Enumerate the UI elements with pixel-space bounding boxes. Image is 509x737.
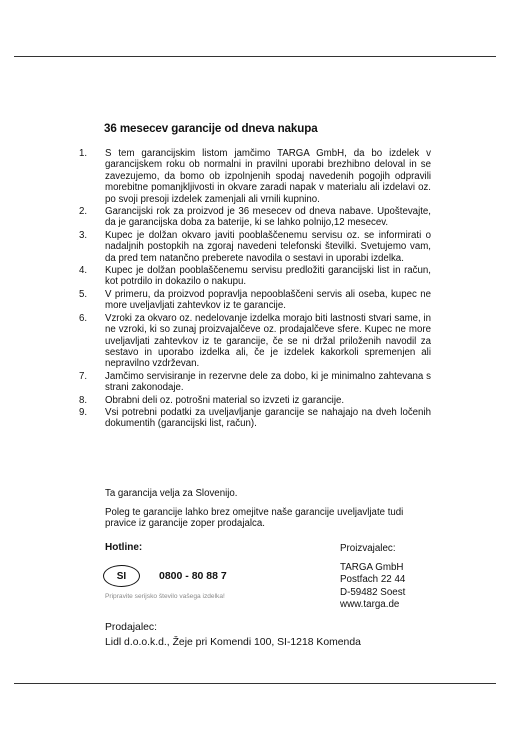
hotline-label: Hotline: xyxy=(105,542,143,553)
manufacturer-name: TARGA GmbH xyxy=(340,562,404,574)
list-item xyxy=(75,395,431,406)
manufacturer-block xyxy=(340,543,405,611)
item-number: 1. xyxy=(79,148,88,159)
list-item xyxy=(75,313,431,370)
item-text: Garancijski rok za proizvod je 36 mesecev od dneva nabave. Upoštevajte, da je garancijska doba za baterije, ki se lahko polnijo,12 mesecev. xyxy=(105,206,431,229)
item-text: S tem garancijskim listom jamčimo TARGA GmbH, da bo izdelek v garancijskem roku ob normalni in pravilni uporabi brezhibno deloval in se zavezujemo, da bomo ob izpolnjenih spodaj navedenih pogojih odpravili morebitne pomanjkljivosti in okvare zaradi napak v materialu ali izdelavi oz. po svoji presoji izdelek zamenjali ali vrnili kupnino. xyxy=(105,148,431,205)
item-number: 3. xyxy=(79,229,88,241)
seller-label: Prodajalec: xyxy=(105,622,157,633)
list-item xyxy=(75,407,431,430)
item-text: Kupec je dolžan okvaro javiti pooblaščenemu servisu oz. se informirati o nadaljnih postopkih na zgoraj navedeni telefonski številki. Svetujemo vam, da pred tem natančno preberete navodila o sestavi in uporabi izdelka. xyxy=(105,229,431,264)
list-item xyxy=(75,371,431,394)
item-text: Vsi potrebni podatki za uveljavljanje garancije se nahajajo na dveh ločenih dokumentih (garancijski list, račun). xyxy=(105,406,431,430)
item-text: Vzroki za okvaro oz. nedelovanje izdelka morajo biti lastnosti stvari same, in ne vzroki, ki so zunaj proizvajalčeve oz. prodajalčeve sfere. Kupec ne more uveljavljati zahtevkov iz te garancije, če se ni držal priloženih navodil za sestavo in uporabo izdelka ali, če je izdelek kakorkoli spremenjen ali nepravilno vzdrževan. xyxy=(105,312,431,370)
item-number: 2. xyxy=(79,206,88,218)
manufacturer-po-box: Postfach 22 44 xyxy=(340,574,406,586)
country-code-badge xyxy=(103,565,140,587)
seller-address: Lidl d.o.o.k.d., Žeje pri Komendi 100, SI-1218 Komenda xyxy=(105,637,361,648)
seller-rights-note: Poleg te garancije lahko brez omejitve naše garancije uveljavljate tudi pravice iz garancije zoper prodajalca. xyxy=(105,507,404,530)
manufacturer-city: D-59482 Soest xyxy=(340,586,406,598)
warranty-conditions-list xyxy=(75,148,431,431)
item-number: 7. xyxy=(79,370,88,382)
item-text: Kupec je dolžan pooblaščenemu servisu predložiti garancijski list in račun, kot potrdilo in dokazilo o nakupu. xyxy=(105,265,431,288)
item-number: 6. xyxy=(79,312,88,324)
list-item xyxy=(75,148,431,205)
item-number: 5. xyxy=(79,288,88,300)
seller-block xyxy=(105,620,361,650)
top-rule xyxy=(14,56,496,57)
item-text: Jamčimo servisiranje in rezervne dele za dobo, ki je minimalno zahtevana s strani zakonodaje. xyxy=(105,370,431,394)
item-text: V primeru, da proizvod popravlja nepooblaščeni servis ali oseba, kupec ne more uveljavljati zahtevkov iz te garancije. xyxy=(105,288,431,312)
list-item xyxy=(75,230,431,264)
country-code: SI xyxy=(116,570,127,582)
manufacturer-website: www.targa.de xyxy=(340,598,400,610)
list-item xyxy=(75,206,431,229)
hotline-phone-number: 0800 - 80 88 7 xyxy=(159,570,227,582)
list-item xyxy=(75,265,431,288)
bottom-rule xyxy=(14,683,496,684)
item-number: 8. xyxy=(79,394,88,406)
list-item xyxy=(75,289,431,312)
item-text: Obrabni deli oz. potrošni material so izvzeti iz garancije. xyxy=(105,394,345,406)
serial-number-note: Pripravite serijsko število vašega izdelka! xyxy=(105,593,225,600)
item-number: 9. xyxy=(79,406,88,418)
item-number: 4. xyxy=(79,265,88,277)
validity-note: Ta garancija velja za Slovenijo. xyxy=(105,488,238,499)
document-title: 36 mesecev garancije od dneva nakupa xyxy=(104,122,318,135)
manufacturer-label: Proizvajalec: xyxy=(340,543,396,554)
